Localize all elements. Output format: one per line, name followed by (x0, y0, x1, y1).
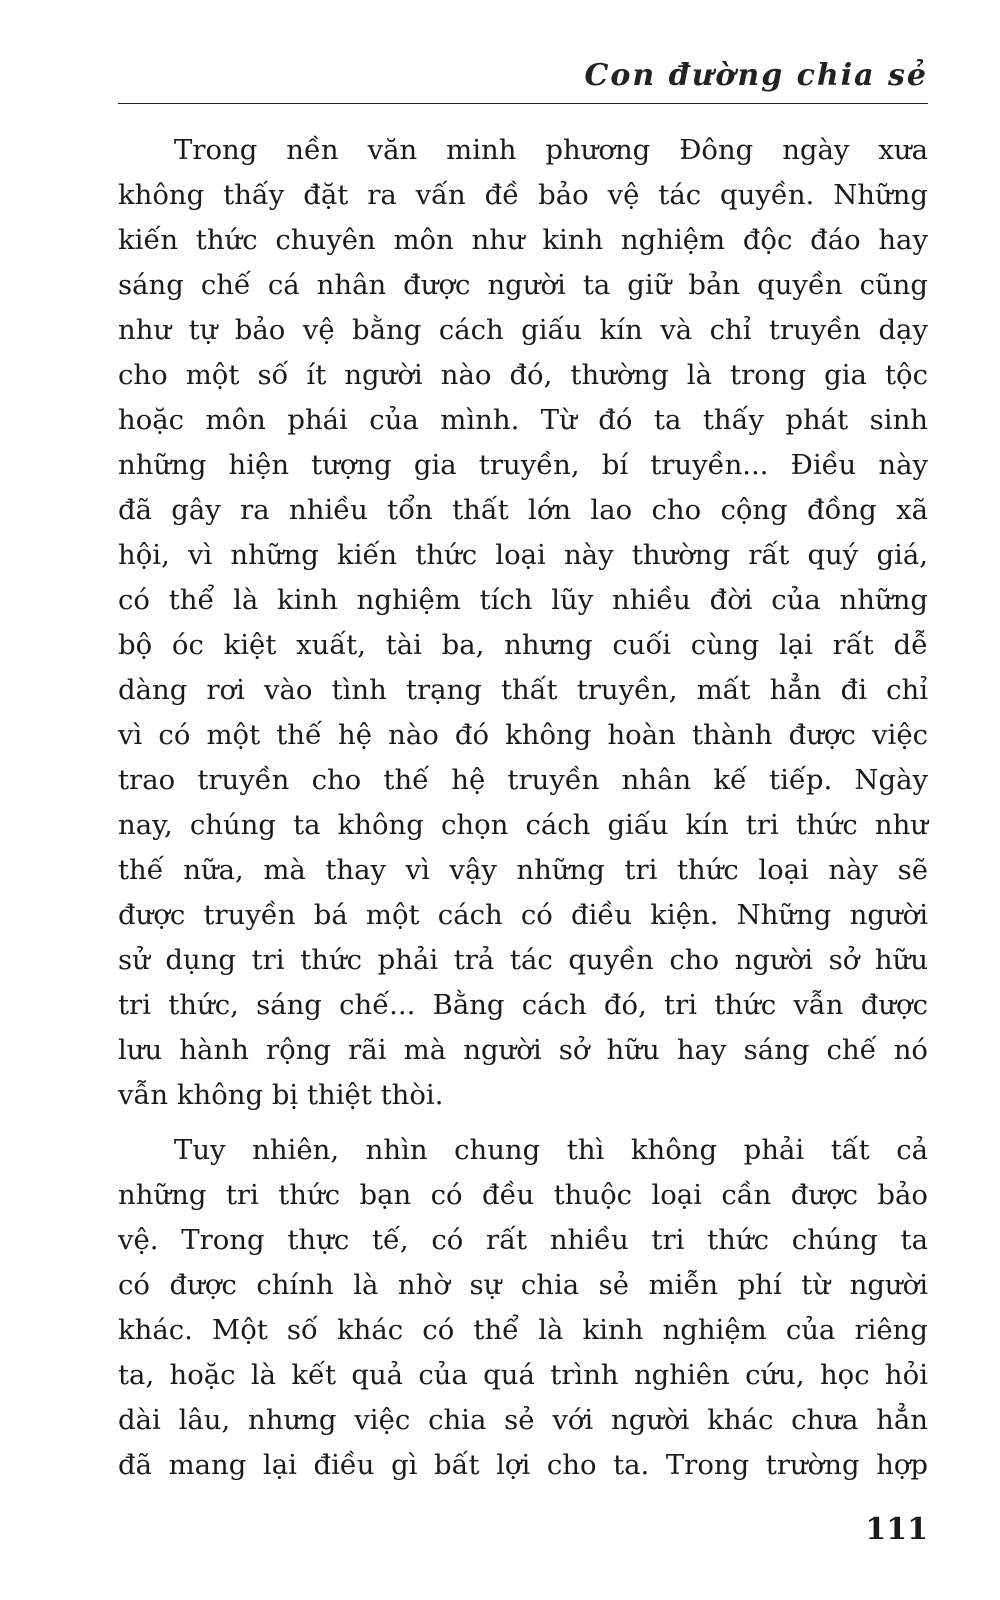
text-line: bộ óc kiệt xuất, tài ba, nhưng cuối cùng lại rất dễ (118, 629, 928, 661)
text-line: sáng chế cá nhân được người ta giữ bản quyền cũng (118, 269, 928, 301)
text-line: hoặc môn phái của mình. Từ đó ta thấy phát sinh (118, 404, 928, 436)
text-line: đã gây ra nhiều tổn thất lớn lao cho cộng đồng xã (118, 494, 928, 526)
text-line: kiến thức chuyên môn như kinh nghiệm độc đáo hay (118, 224, 928, 256)
text-line: khác. Một số khác có thể là kinh nghiệm của riêng (118, 1314, 928, 1346)
text-line: lưu hành rộng rãi mà người sở hữu hay sáng chế nó (118, 1034, 928, 1066)
text-line: vệ. Trong thực tế, có rất nhiều tri thức chúng ta (118, 1224, 928, 1256)
text-line: vẫn không bị thiệt thòi. (118, 1079, 444, 1111)
text-line: vì có một thế hệ nào đó không hoàn thành được việc (118, 719, 928, 751)
running-header (118, 52, 928, 104)
text-line: hội, vì những kiến thức loại này thường rất quý giá, (118, 539, 928, 571)
text-line: những tri thức bạn có đều thuộc loại cần được bảo (118, 1179, 928, 1211)
text-line: dàng rơi vào tình trạng thất truyền, mất hẳn đi chỉ (118, 674, 928, 706)
text-line: trao truyền cho thế hệ truyền nhân kế tiếp. Ngày (118, 764, 928, 796)
text-line: như tự bảo vệ bằng cách giấu kín và chỉ truyền dạy (118, 314, 928, 346)
header-rule (118, 103, 928, 104)
text-line: những hiện tượng gia truyền, bí truyền... Điều này (118, 449, 928, 481)
text-line: sử dụng tri thức phải trả tác quyền cho người sở hữu (118, 944, 928, 976)
text-line: không thấy đặt ra vấn đề bảo vệ tác quyền. Những (118, 179, 928, 211)
text-line: đã mang lại điều gì bất lợi cho ta. Trong trường hợp (118, 1449, 928, 1481)
text-line: thế nữa, mà thay vì vậy những tri thức loại này sẽ (118, 854, 928, 886)
text-line: có thể là kinh nghiệm tích lũy nhiều đời của những (118, 584, 928, 616)
text-line: Trong nền văn minh phương Đông ngày xưa (174, 134, 928, 166)
text-line: tri thức, sáng chế... Bằng cách đó, tri thức vẫn được (118, 989, 928, 1021)
text-line: dài lâu, nhưng việc chia sẻ với người khác chưa hẳn (118, 1404, 928, 1436)
text-line: được truyền bá một cách có điều kiện. Những người (118, 899, 928, 931)
page-body (118, 128, 928, 1488)
page-number: 111 (865, 1512, 928, 1547)
paragraph (118, 128, 928, 1118)
text-line: có được chính là nhờ sự chia sẻ miễn phí từ người (118, 1269, 928, 1301)
running-title: Con đường chia sẻ (584, 58, 928, 93)
paragraph (118, 1128, 928, 1488)
text-line: nay, chúng ta không chọn cách giấu kín tri thức như (118, 809, 928, 841)
text-line: cho một số ít người nào đó, thường là trong gia tộc (118, 359, 928, 391)
text-line: ta, hoặc là kết quả của quá trình nghiên cứu, học hỏi (118, 1359, 928, 1391)
text-line: Tuy nhiên, nhìn chung thì không phải tất cả (174, 1134, 928, 1166)
